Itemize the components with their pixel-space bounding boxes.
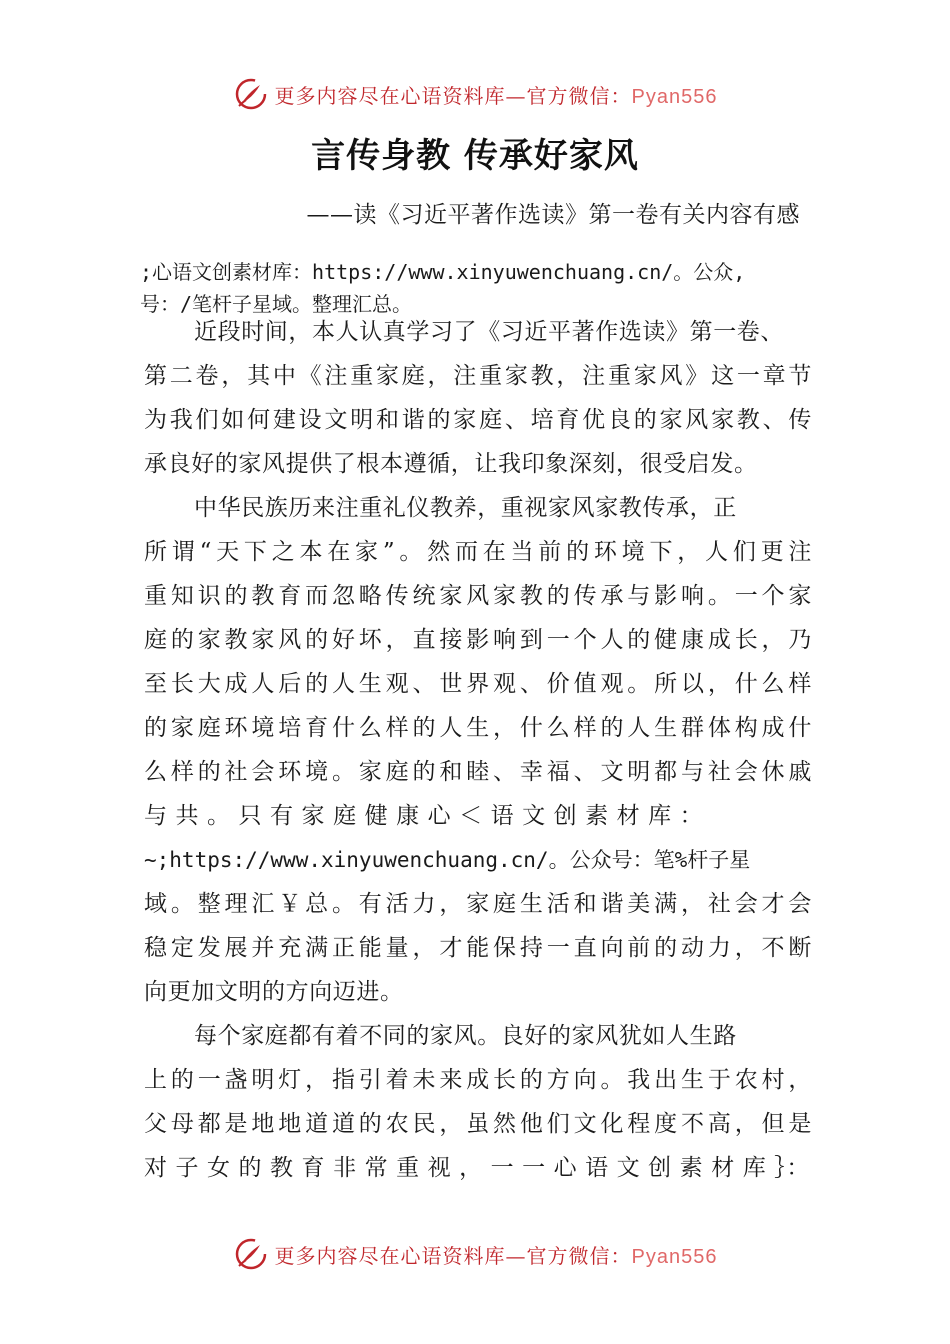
- noise-line-1: ;心语文创素材库：https://www.xinyuwenchuang.cn/。公众,: [140, 260, 746, 284]
- paragraph-line: 向更加文明的方向迈进。: [144, 979, 404, 1005]
- paragraph-line: 中华民族历来注重礼仪教养，重视家风家教传承，正: [194, 495, 737, 521]
- paragraph-line: 第二卷，其中《注重家庭，注重家教，注重家风》这一章节: [144, 363, 812, 389]
- paragraph-line: 域。整理汇￥总。有活力，家庭生活和谐美满，社会才会: [144, 891, 812, 917]
- brush-circle-logo-icon: [233, 1236, 269, 1272]
- paragraph-line: 庭的家教家风的好坏，直接影响到一个人的健康成长，乃: [144, 627, 812, 653]
- banner-handle: Pyan556: [631, 1245, 718, 1268]
- document-title: 言传身教 传承好家风: [311, 136, 639, 176]
- banner-label: 更多内容尽在心语资料库—官方微信：: [274, 83, 632, 108]
- paragraph-line: 所谓“天下之本在家”。然而在当前的环境下，人们更注: [144, 539, 812, 565]
- paragraph-2: [144, 486, 812, 1014]
- paragraph-line: 么样的社会环境。家庭的和睦、幸福、文明都与社会休戚: [144, 759, 812, 785]
- document-subtitle: ——读《习近平著作选读》第一卷有关内容有感: [306, 202, 800, 228]
- paragraph-line: 父母都是地地道道的农民，虽然他们文化程度不高，但是: [144, 1111, 812, 1137]
- paragraph-line: 稳定发展并充满正能量，才能保持一直向前的动力，不断: [144, 935, 812, 961]
- paragraph-line: 对 子 女 的 教 育 非 常 重 视 ， 一 一 心 语 文 创 素 材 库 ｝：: [144, 1155, 810, 1181]
- banner-text: [275, 1240, 718, 1269]
- footer-banner: [0, 1232, 950, 1276]
- paragraph-line: 至长大成人后的人生观、世界观、价值观。所以，什么样: [144, 671, 812, 697]
- paragraph-3: [144, 1014, 812, 1190]
- paragraph-line: ~;https://www.xinyuwenchuang.cn/。公众号：笔%杆子星: [144, 848, 751, 872]
- paragraph-line: 近段时间，本人认真学习了《习近平著作选读》第一卷、: [194, 319, 784, 345]
- brush-circle-logo-icon: [233, 76, 269, 112]
- paragraph-line: 重知识的教育而忽略传统家风家教的传承与影响。一个家: [144, 583, 812, 609]
- paragraph-1: [144, 310, 812, 486]
- paragraph-line: 的家庭环境培育什么样的人生，什么样的人生群体构成什: [144, 715, 812, 741]
- paragraph-line: 承良好的家风提供了根本遵循，让我印象深刻，很受启发。: [144, 451, 758, 477]
- header-banner: [0, 72, 950, 116]
- banner-handle: Pyan556: [631, 85, 718, 108]
- banner-text: [275, 80, 718, 109]
- paragraph-line: 为我们如何建设文明和谐的家庭、培育优良的家风家教、传: [144, 407, 812, 433]
- noise-line-2: 号：/笔杆子星域。整理汇总。: [140, 292, 413, 316]
- paragraph-line: 每个家庭都有着不同的家风。良好的家风犹如人生路: [194, 1023, 737, 1049]
- paragraph-line: 与 共 。 只 有 家 庭 健 康 心 ＜ 语 文 创 素 材 库 ：: [144, 803, 704, 829]
- banner-label: 更多内容尽在心语资料库—官方微信：: [274, 1243, 632, 1268]
- paragraph-line: 上的一盏明灯，指引着未来成长的方向。我出生于农村，: [144, 1067, 812, 1093]
